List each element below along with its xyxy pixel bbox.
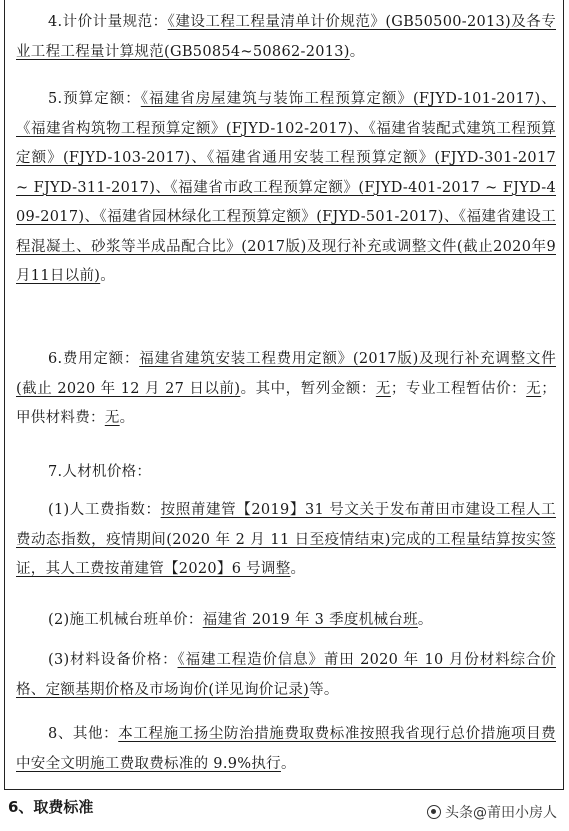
- item-8-value: 本工程施工扬尘防治措施费取费标准按照我省现行总价措施项目费中安全文明施工费取费标准的 9.9%执行: [16, 726, 556, 772]
- item-8-other: 8、其他：本工程施工扬尘防治措施费取费标准按照我省现行总价措施项目费中安全文明施工费取费标准的 9.9%执行。: [16, 726, 556, 772]
- item-5-value: 《福建省房屋建筑与装饰工程预算定额》(FJYD-101-2017)、《福建省构筑物工程预算定额》(FJYD-102-2017)、《福建省装配式建筑工程预算定额》(FJYD-103-2017)、《福建省通用安装工程预算定额》(FJYD-301-2017 ~ FJYD-311-2017)、《福建省市政工程预算定额》(FJYD-401-2017 ~ FJYD-409-2017)、《福建省园林绿化工程预算定额》(FJYD-501-2017)、《福建省建设工程混凝土、砂浆等半成品配合比》(2017版)及现行补充或调整文件(截止2020年9月11日以前): [16, 91, 556, 284]
- item-6-value: 福建省建筑安装工程费用定额》(2017版)及现行补充调整文件(截止 2020 年 12 月 27 日以前): [16, 351, 556, 397]
- item-7-1-value: 按照莆建管【2019】31 号文关于发布莆田市建设工程人工费动态指数，疫情期间(2020 年 2 月 11 日至疫情结束)完成的工程量结算按实签证，其人工费按莆建管【2020】6 号调整: [16, 502, 556, 577]
- watermark: [427, 802, 557, 822]
- item-7-1-labor-index: (1)人工费指数：按照莆建管【2019】31 号文关于发布莆田市建设工程人工费动态指数，疫情期间(2020 年 2 月 11 日至疫情结束)完成的工程量结算按实签证，其人工费按莆建管【2020】6 号调整。: [16, 502, 556, 577]
- item-7-2-machinery-price: (2)施工机械台班单价：福建省 2019 年 3 季度机械台班。: [48, 612, 433, 628]
- section-heading: 6、取费标准: [8, 798, 94, 816]
- provisional-estimate-value: 无: [526, 380, 542, 397]
- owner-supplied-material-value: 无: [104, 410, 120, 426]
- item-4-value: 《建设工程工程量清单计价规范》(GB50500-2013)及各专业工程工程量计算规范(GB50854~50862-2013): [16, 14, 557, 60]
- watermark-text: 头条@莆田小房人: [445, 805, 557, 821]
- item-6-fee-quota: 6.费用定额：福建省建筑安装工程费用定额》(2017版)及现行补充调整文件(截止 2020 年 12 月 27 日以前)。其中，暂列金额：无；专业工程暂估价：无；甲供材料费：无。: [16, 351, 556, 426]
- item-7-resource-prices: 7.人材机价格：: [48, 464, 152, 480]
- item-5-budget-quota: 5.预算定额：《福建省房屋建筑与装饰工程预算定额》(FJYD-101-2017)、《福建省构筑物工程预算定额》(FJYD-102-2017)、《福建省装配式建筑工程预算定额》(FJYD-103-2017)、《福建省通用安装工程预算定额》(FJYD-301-2017 ~ FJYD-311-2017)、《福建省市政工程预算定额》(FJYD-401-2017 ~ FJYD-409-2017)、《福建省园林绿化工程预算定额》(FJYD-501-2017)、《福建省建设工程混凝土、砂浆等半成品配合比》(2017版)及现行补充或调整文件(截止2020年9月11日以前)。: [16, 91, 556, 284]
- toutiao-logo-icon: [427, 805, 441, 819]
- item-7-2-value: 福建省 2019 年 3 季度机械台班: [202, 612, 418, 628]
- item-7-3-material-price: (3)材料设备价格：《福建工程造价信息》莆田 2020 年 10 月份材料综合价格、定额基期价格及市场询价(详见询价记录)等。: [16, 652, 556, 698]
- item-4-pricing-standard: 4.计价计量规范：《建设工程工程量清单计价规范》(GB50500-2013)及各专业工程工程量计算规范(GB50854~50862-2013)。: [16, 14, 557, 60]
- provisional-sum-value: 无: [375, 380, 391, 397]
- item-7-3-value: 《福建工程造价信息》莆田 2020 年 10 月份材料综合价格、定额基期价格及市场询价(详见询价记录): [16, 652, 556, 698]
